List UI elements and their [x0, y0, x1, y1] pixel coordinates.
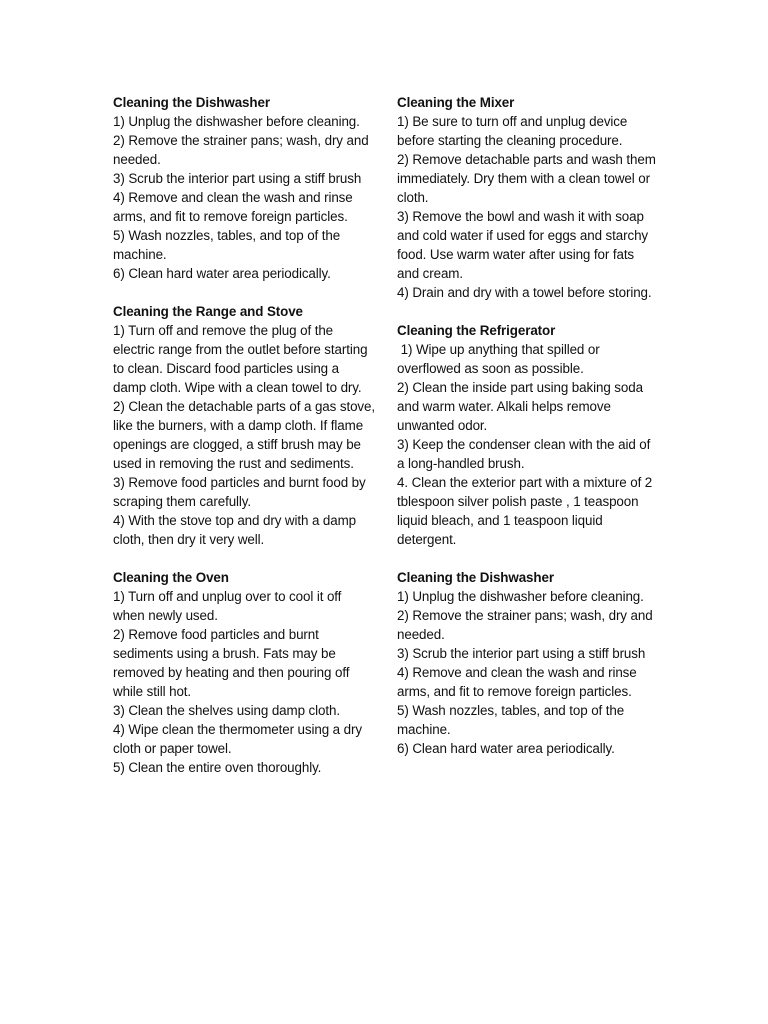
step-item: 3) Remove the bowl and wash it with soap and cold water if used for eggs and starchy food. Use warm water after using for fats and cream.	[397, 209, 652, 281]
section-title: Cleaning the Oven	[113, 570, 229, 585]
section-title: Cleaning the Dishwasher	[397, 570, 554, 585]
step-item: 6) Clean hard water area periodically.	[113, 266, 331, 281]
section-title: Cleaning the Range and Stove	[113, 304, 303, 319]
step-item: 1) Be sure to turn off and unplug device before starting the cleaning procedure.	[397, 114, 631, 148]
step-item: 2) Clean the inside part using baking soda and warm water. Alkali helps remove unwanted odor.	[397, 380, 647, 433]
section-title: Cleaning the Dishwasher	[113, 95, 270, 110]
step-item: 1) Turn off and unplug over to cool it off when newly used.	[113, 589, 345, 623]
step-item: 5) Clean the entire oven thoroughly.	[113, 760, 322, 775]
step-item: 2) Remove food particles and burnt sediments using a brush. Fats may be removed by heating and then pouring off while still hot.	[113, 627, 353, 699]
step-item: 3) Scrub the interior part using a stiff brush	[397, 646, 646, 661]
step-item: 3) Keep the condenser clean with the aid of a long-handled brush.	[397, 437, 654, 471]
step-item: 6) Clean hard water area periodically.	[397, 741, 615, 756]
left-column	[113, 93, 379, 796]
section-title: Cleaning the Mixer	[397, 95, 515, 110]
step-item: 4) Remove and clean the wash and rinse arms, and fit to remove foreign particles.	[397, 665, 641, 699]
step-item: 3) Clean the shelves using damp cloth.	[113, 703, 340, 718]
step-item: 4) With the stove top and dry with a damp cloth, then dry it very well.	[113, 513, 360, 547]
step-item: 4) Drain and dry with a towel before storing.	[397, 285, 652, 300]
step-item: 2) Remove the strainer pans; wash, dry and needed.	[397, 608, 657, 642]
step-item: 5) Wash nozzles, tables, and top of the machine.	[113, 228, 344, 262]
step-item: 1) Wipe up anything that spilled or overflowed as soon as possible.	[397, 342, 604, 376]
step-item: 1) Turn off and remove the plug of the electric range from the outlet before starting to clean. Discard food particles using a damp cloth. Wipe with a clean towel to dry.	[113, 323, 372, 395]
section-dishwasher	[113, 93, 375, 283]
step-item: 1) Unplug the dishwasher before cleaning.	[397, 589, 644, 604]
section-title: Cleaning the Refrigerator	[397, 323, 556, 338]
section-oven	[113, 568, 375, 777]
right-column	[397, 93, 659, 777]
section-mixer	[397, 93, 659, 302]
step-item: 4. Clean the exterior part with a mixture of 2 tblespoon silver polish paste , 1 teaspoon liquid bleach, and 1 teaspoon liquid detergent.	[397, 475, 656, 547]
step-item: 2) Clean the detachable parts of a gas stove, like the burners, with a damp cloth. If flame openings are clogged, a stiff brush may be used in removing the rust and sediments.	[113, 399, 379, 471]
step-item: 1) Unplug the dishwasher before cleaning.	[113, 114, 360, 129]
step-item: 5) Wash nozzles, tables, and top of the machine.	[397, 703, 628, 737]
step-item: 3) Remove food particles and burnt food by scraping them carefully.	[113, 475, 370, 509]
section-dishwasher-repeat	[397, 568, 659, 758]
section-refrigerator	[397, 321, 659, 549]
step-item: 2) Remove detachable parts and wash them immediately. Dry them with a clean towel or cloth.	[397, 152, 660, 205]
step-item: 4) Wipe clean the thermometer using a dry cloth or paper towel.	[113, 722, 366, 756]
step-item: 3) Scrub the interior part using a stiff brush	[113, 171, 362, 186]
step-item: 4) Remove and clean the wash and rinse arms, and fit to remove foreign particles.	[113, 190, 357, 224]
step-item: 2) Remove the strainer pans; wash, dry and needed.	[113, 133, 373, 167]
section-range-and-stove	[113, 302, 379, 549]
